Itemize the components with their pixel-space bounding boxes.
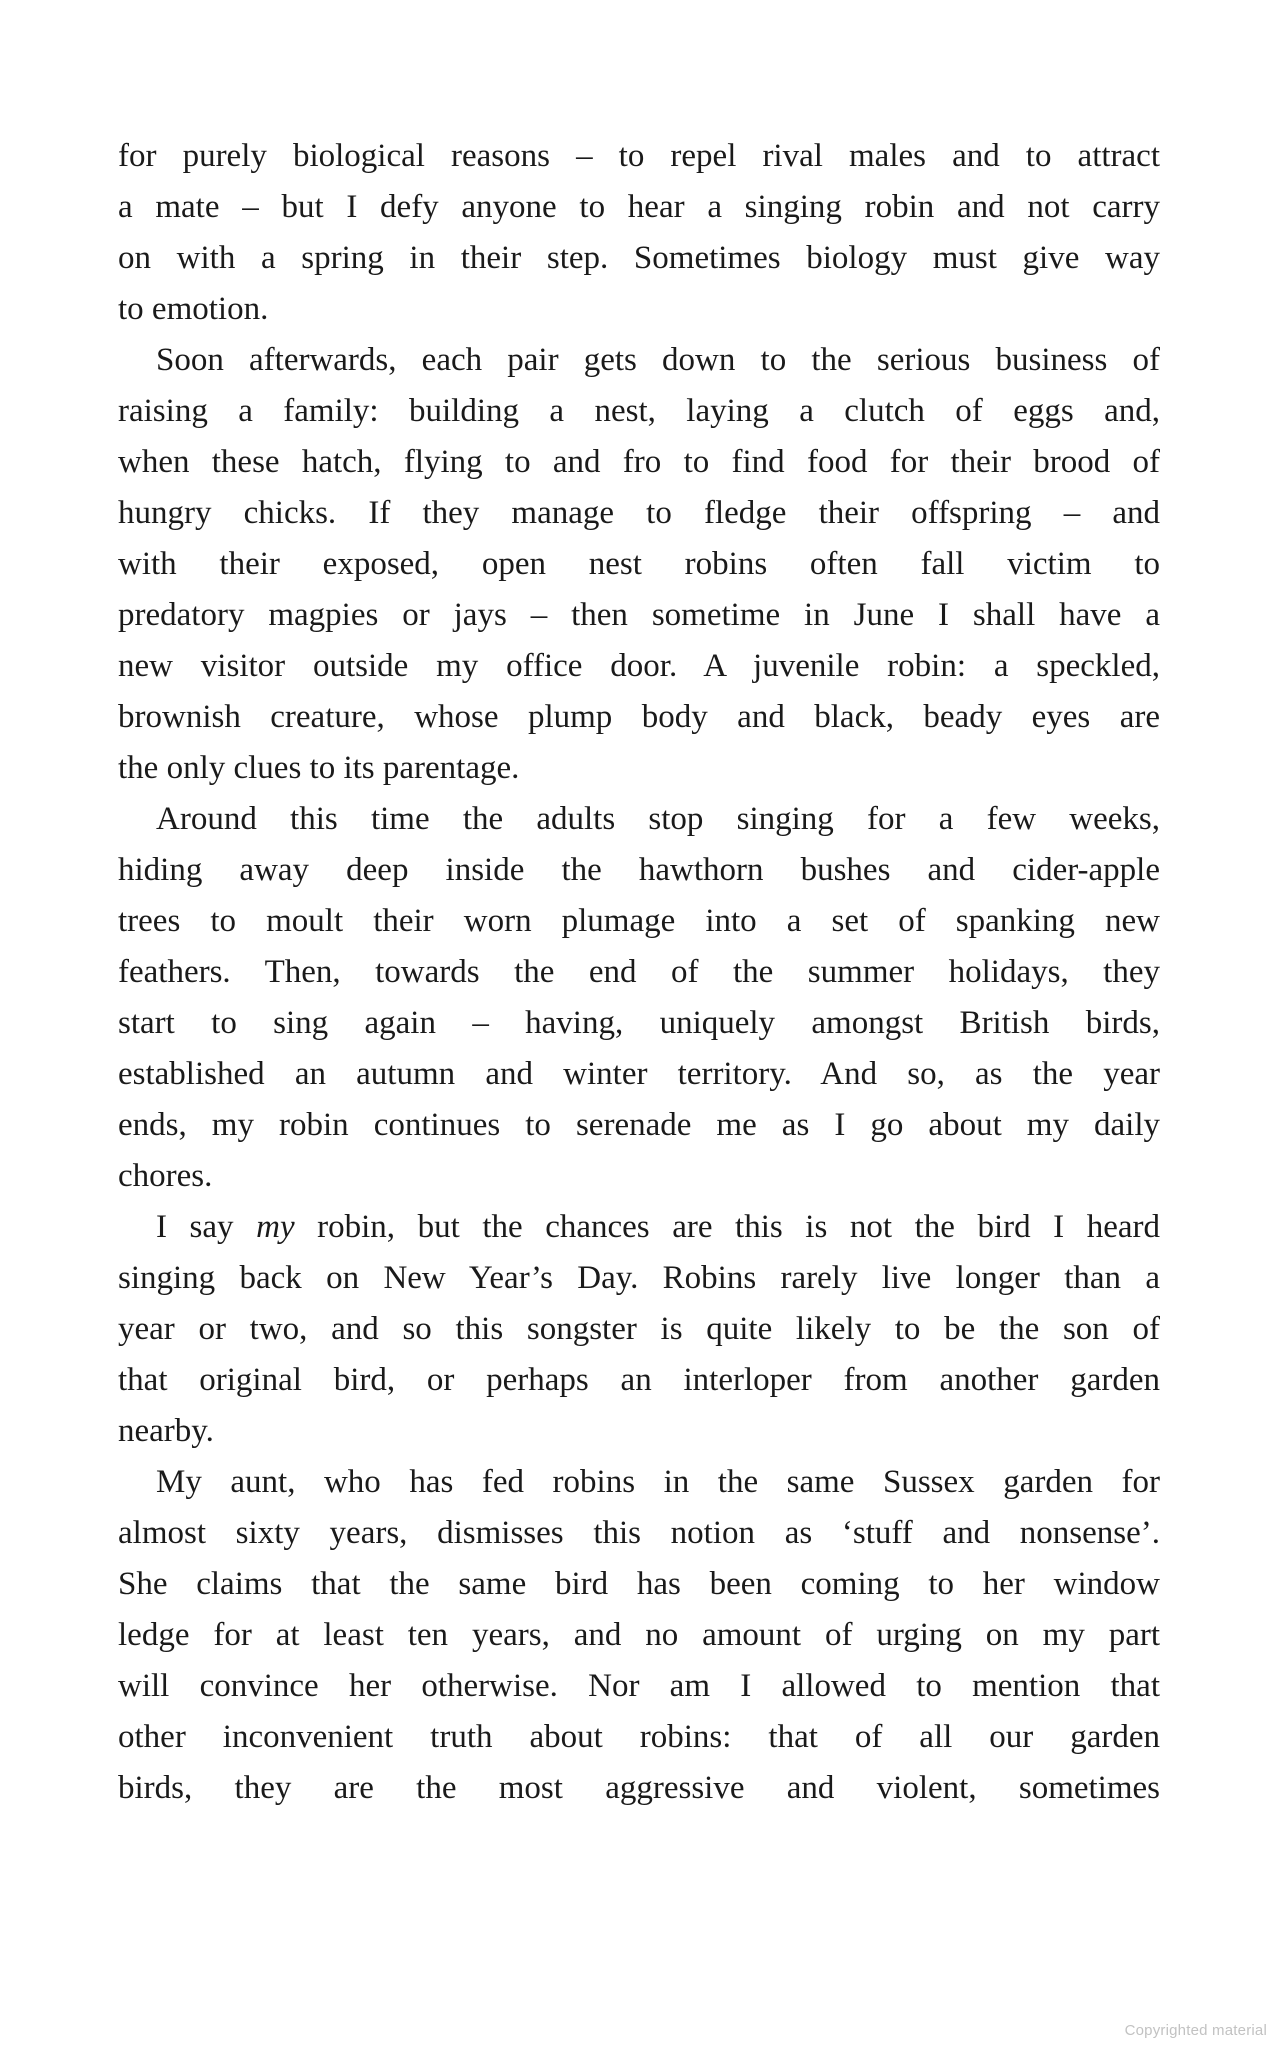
text-line: the only clues to its parentage.: [118, 750, 520, 786]
text-line: to emotion.: [118, 291, 269, 327]
text-line: year or two, and so this songster is quite likely to be the son of: [118, 1311, 1160, 1347]
text-line: nearby.: [118, 1413, 214, 1449]
text-line: [118, 1202, 1160, 1253]
text-line: other inconvenient truth about robins: that of all our garden: [118, 1719, 1160, 1755]
text-line: predatory magpies or jays – then sometime in June I shall have a: [118, 597, 1160, 633]
text-line: hiding away deep inside the hawthorn bushes and cider-apple: [118, 852, 1160, 888]
text-line: chores.: [118, 1158, 213, 1194]
text-line: will convince her otherwise. Nor am I allowed to mention that: [118, 1668, 1160, 1704]
text-line: when these hatch, flying to and fro to find food for their brood of: [118, 444, 1160, 480]
text-segment: robin, but the chances are this is not the bird I heard: [294, 1209, 1160, 1245]
text-line: for purely biological reasons – to repel rival males and to attract: [118, 138, 1160, 174]
text-line: Around this time the adults stop singing for a few weeks,: [156, 801, 1160, 837]
paragraph: [118, 794, 1160, 1202]
text-line: brownish creature, whose plump body and black, beady eyes are: [118, 699, 1160, 735]
text-line: that original bird, or perhaps an interloper from another garden: [118, 1362, 1160, 1398]
paragraph: [118, 1457, 1160, 1814]
text-line: a mate – but I defy anyone to hear a singing robin and not carry: [118, 189, 1160, 225]
text-line: ends, my robin continues to serenade me as I go about my daily: [118, 1107, 1160, 1143]
text-line: established an autumn and winter territory. And so, as the year: [118, 1056, 1160, 1092]
text-line: trees to moult their worn plumage into a set of spanking new: [118, 903, 1160, 939]
text-line: on with a spring in their step. Sometimes biology must give way: [118, 240, 1160, 276]
copyright-watermark: Copyrighted material: [1124, 2022, 1267, 2039]
text-line: start to sing again – having, uniquely amongst British birds,: [118, 1005, 1160, 1041]
text-line: She claims that the same bird has been coming to her window: [118, 1566, 1160, 1602]
text-line: Soon afterwards, each pair gets down to the serious business of: [156, 342, 1160, 378]
text-line: My aunt, who has fed robins in the same Sussex garden for: [156, 1464, 1160, 1500]
text-line: birds, they are the most aggressive and violent, sometimes: [118, 1770, 1160, 1806]
text-line: almost sixty years, dismisses this notion as ‘stuff and nonsense’.: [118, 1515, 1160, 1551]
italic-text: my: [256, 1209, 295, 1245]
text-line: singing back on New Year’s Day. Robins rarely live longer than a: [118, 1260, 1160, 1296]
text-line: with their exposed, open nest robins often fall victim to: [118, 546, 1160, 582]
body-text: [118, 131, 1160, 1814]
paragraph: [118, 131, 1160, 335]
text-line: raising a family: building a nest, laying a clutch of eggs and,: [118, 393, 1160, 429]
paragraph: [118, 335, 1160, 794]
text-line: new visitor outside my office door. A juvenile robin: a speckled,: [118, 648, 1160, 684]
paragraph: [118, 1202, 1160, 1457]
text-line: feathers. Then, towards the end of the summer holidays, they: [118, 954, 1160, 990]
text-segment: I say: [156, 1209, 257, 1245]
text-line: ledge for at least ten years, and no amount of urging on my part: [118, 1617, 1160, 1653]
text-line: hungry chicks. If they manage to fledge their offspring – and: [118, 495, 1160, 531]
